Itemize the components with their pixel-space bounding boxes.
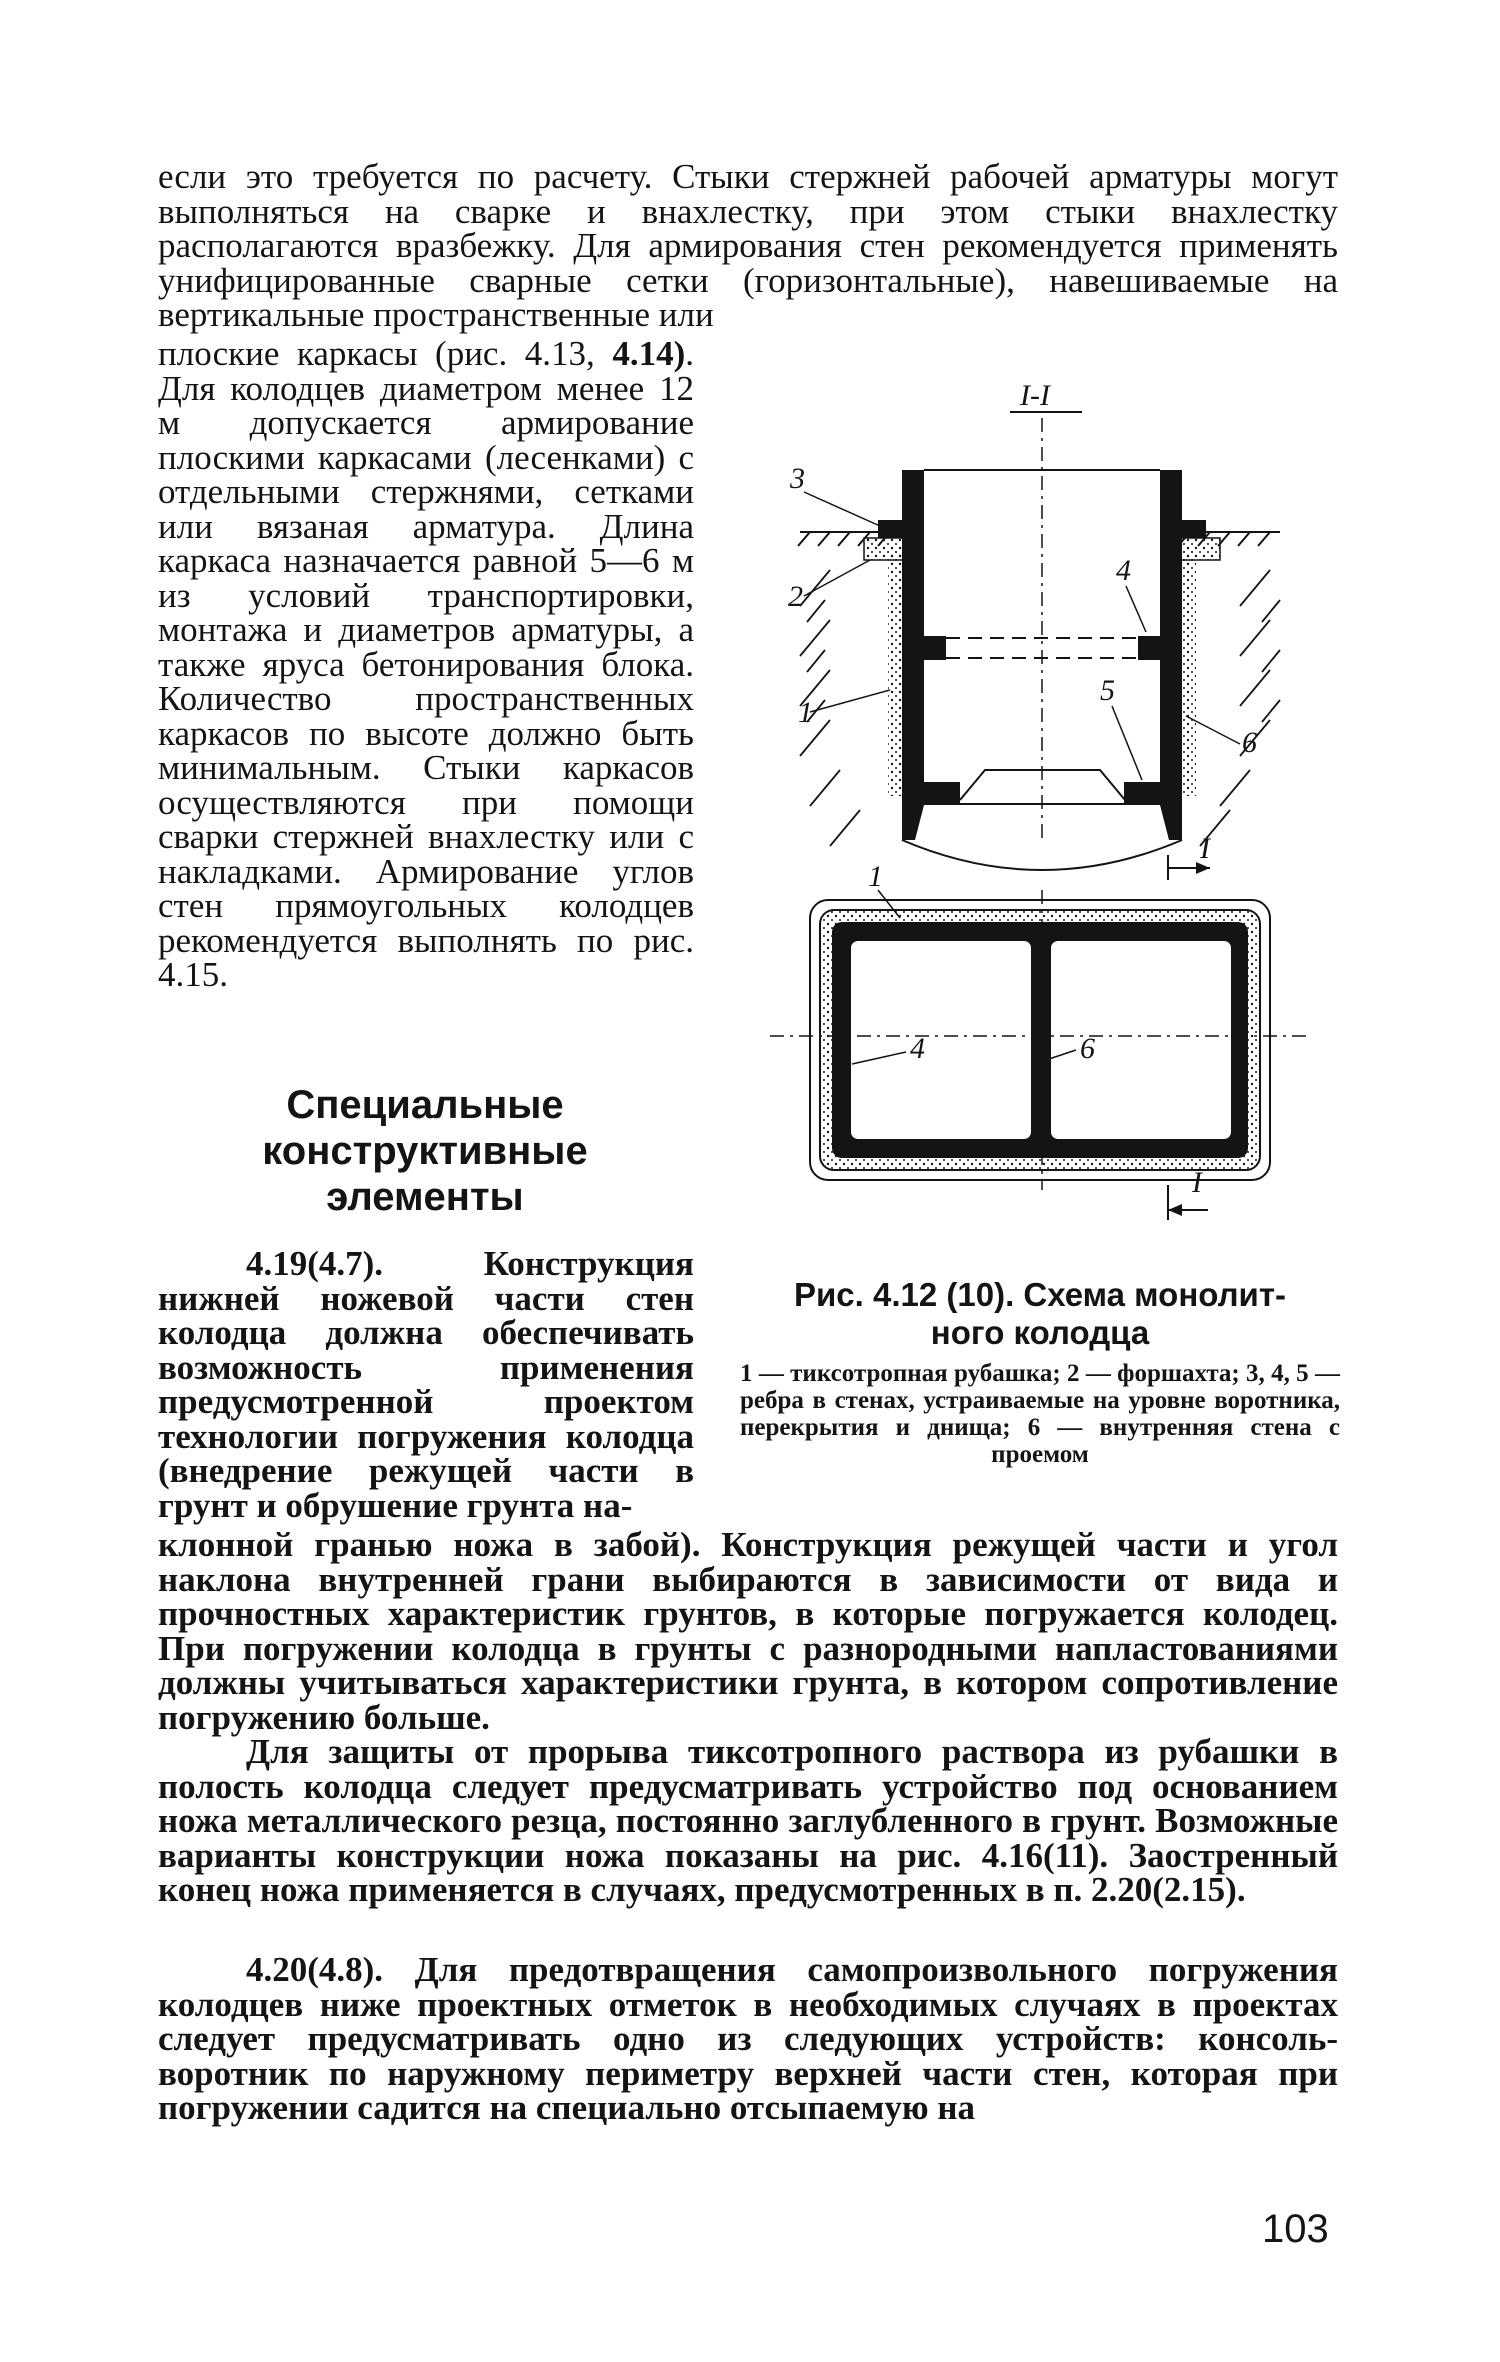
plan-label-4: 4 (910, 1032, 925, 1065)
cut-mark-bottom (1168, 1166, 1208, 1220)
plan-label-6: 6 (1080, 1032, 1095, 1065)
section-heading (170, 1082, 680, 1220)
cut-mark-bottom-label: I (1192, 1166, 1202, 1199)
label-6: 6 (1242, 726, 1257, 759)
paragraph-top (158, 157, 1338, 334)
label-1: 1 (798, 696, 813, 729)
cut-mark-top-label: I (1200, 832, 1210, 865)
heading-line-2: конструктивные (262, 1129, 588, 1173)
heading-line-1: Специальные (286, 1083, 564, 1127)
figure-caption-title (730, 1276, 1350, 1352)
paragraph-4-19-continued-text: клонной гранью ножа в забой). Конструкция режущей части и угол наклона внутренней грани выбираются в зависимости от вида и прочностных характеристик грунтов, в которые погружается колодец. При погружении колодца в грунты с разнородными напластованиями должны учитываться характеристики грунта, в котором сопротивление погружению больше. (158, 1525, 1338, 1737)
paragraph-4-19-continued (158, 1525, 1338, 1737)
figure-caption-legend: 1 — тиксотропная рубашка; 2 — форшахта; 3, 4, 5 — ребра в стенах, устраиваемые на уровне воротника, перекрытия и днища; 6 — внутренняя стена с проемом (740, 1360, 1340, 1468)
armoring-rest: . Для колодцев диаметром менее 12 м допускается армирование плоскими каркасами (лесенками) с отдельными стержнями, сетками или вязаная арматура. Длина каркаса назначается равной 5—6 м из условий транспортировки, монтажа и диаметров арматуры, а также яруса бетонирования блока. Количество пространственных каркасов по высоте должно быть минимальным. Стыки каркасов осуществляются при помощи сварки стержней внахлестку или с накладками. Армирование углов стен прямоугольных колодцев рекомендуется выполнять по рис. 4.15. (158, 334, 694, 994)
label-2: 2 (788, 580, 803, 613)
armoring-start: плоские каркасы (рис. 4.13, (158, 334, 613, 373)
well-scheme-figure (770, 370, 1310, 1240)
paragraph-armoring (158, 334, 694, 994)
paragraph-top-text: если это требуется по расчету. Стыки стержней рабочей арматуры могут выполняться на сварке и внахлестку, при этом стыки внахлестку располагаются вразбежку. Для армирования стен рекомендуется применять унифицированные сварные сетки (горизонтальные), навешиваемые на вертикальные пространственные или (158, 157, 1338, 334)
paragraph-armoring-text (158, 334, 694, 994)
label-3: 3 (790, 462, 805, 495)
paragraph-4-19-text: 4.19(4.7). Конструкция нижней ножевой части стен колодца должна обеспечивать возможность применения предусмотренной проектом технологии погружения колодца (внедрение режущей части в грунт и обрушение грунта на- (158, 1244, 694, 1525)
caption-title-line-1: Рис. 4.12 (10). Схема монолит- (794, 1276, 1286, 1313)
paragraph-4-19 (158, 1244, 694, 1525)
paragraph-protection-text: Для защиты от прорыва тиксотропного раствора из рубашки в полость колодца следует предусматривать устройство под основанием ножа металлического резца, постоянно заглубленного в грунт. Возможные варианты конструкции ножа показаны на рис. 4.16(11). Заостренный конец ножа применяется в случаях, предусмотренных в п. 2.20(2.15). (158, 1732, 1338, 1909)
paragraph-4-20 (158, 1950, 1338, 2127)
label-4: 4 (1116, 554, 1131, 587)
paragraph-4-20-text: 4.20(4.8). Для предотвращения самопроизвольного погружения колодцев ниже проектных отметок в необходимых случаях в проектах следует предусматривать одно из следующих устройств: консоль-воротник по наружному периметру верхней части стен, которая при погружении садится на специально отсыпаемую на (158, 1950, 1338, 2127)
section-label: I-I (1020, 379, 1050, 412)
plan-view (770, 890, 1310, 1190)
plan-label-1: 1 (868, 860, 883, 893)
heading-line-3: элементы (326, 1175, 524, 1219)
caption-title-line-2: ного колодца (930, 1314, 1150, 1351)
label-5: 5 (1100, 674, 1115, 707)
figure-ref-4-14: 4.14) (612, 334, 686, 373)
paragraph-protection (158, 1732, 1338, 1909)
page-number: 103 (1262, 2207, 1329, 2251)
